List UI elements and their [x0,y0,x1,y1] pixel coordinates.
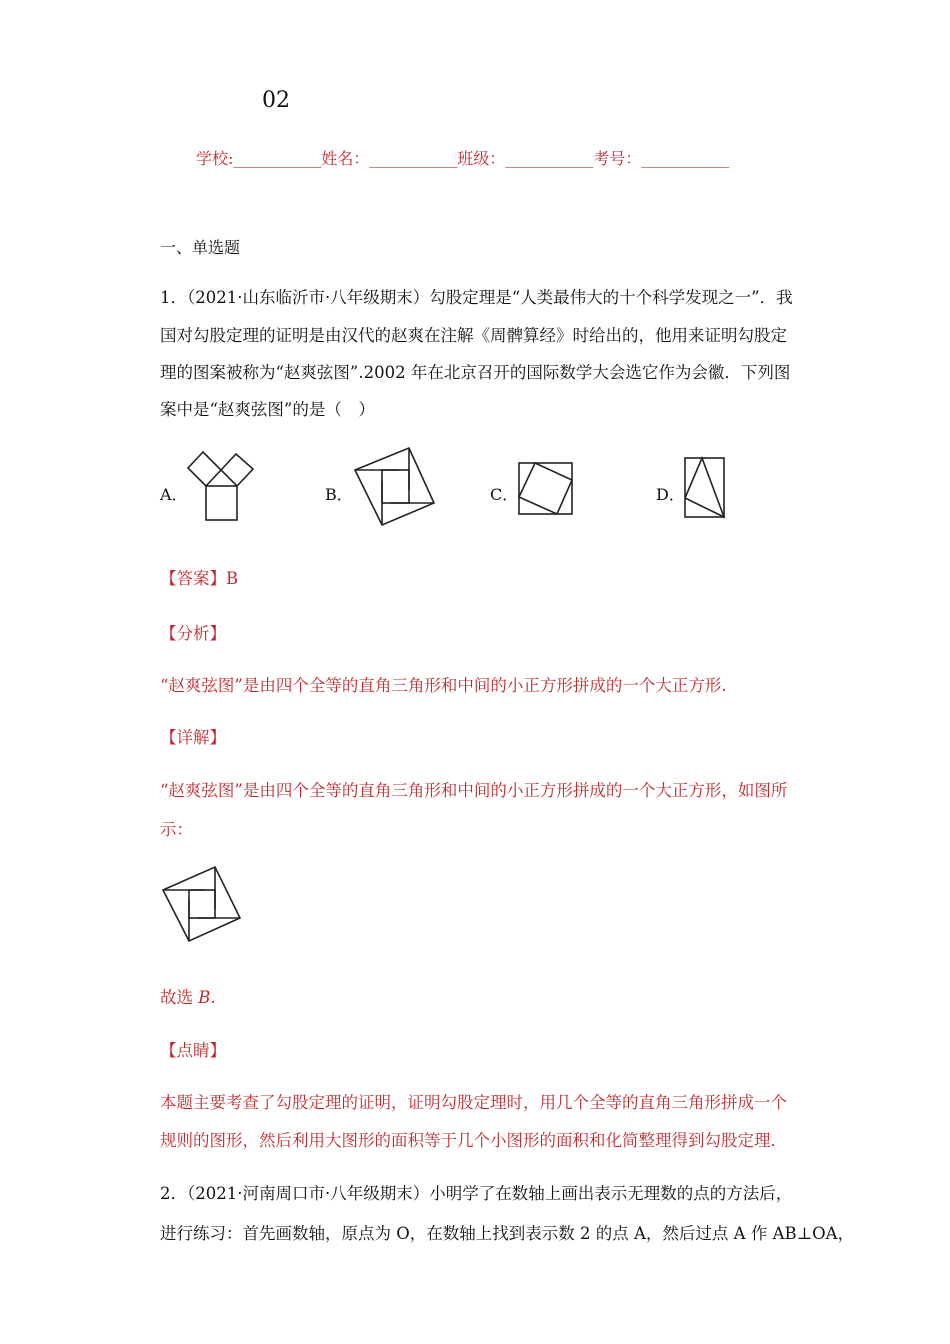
analysis-text: “赵爽弦图”是由四个全等的直角三角形和中间的小正方形拼成的一个大正方形. [160,676,727,695]
q2-line-1: 2．（2021·河南周口市·八年级期末）小明学了在数轴上画出表示无理数的点的方法后， [160,1184,793,1203]
q2-line-2: 进行练习：首先画数轴，原点为 O，在数轴上找到表示数 2 的点 A，然后过点 A 作 AB⊥OA， [160,1224,855,1243]
detail-line-2: 示： [160,820,193,839]
choice-letter: B. [198,988,216,1007]
triangle-in-rectangle-figure [684,457,726,519]
option-a-label[interactable]: A． [160,485,188,504]
option-b-label[interactable]: B． [325,485,353,504]
answer-label: 【答案】B [160,569,239,588]
comment-title: 【点睛】 [160,1041,226,1060]
option-c-label[interactable]: C． [490,485,519,504]
comment-line-1: 本题主要考查了勾股定理的证明，证明勾股定理时，用几个全等的直角三角形拼成一个 [160,1093,787,1112]
student-info-line: 学校:___________姓名：___________班级：___________考号：___________ [196,149,730,168]
zhao-shuang-diagram [353,446,437,528]
section-title: 一、单选题 [160,238,241,257]
inscribed-square-figure [518,462,574,516]
comment-line-2: 规则的图形，然后利用大图形的面积等于几个小图形的面积和化简整理得到勾股定理． [160,1131,787,1150]
choice-line [160,984,216,1008]
q1-line-3: 理的图案被称为“赵爽弦图”.2002 年在北京召开的国际数学大会选它作为会徽．下列图 [160,363,791,382]
detail-line-1: “赵爽弦图”是由四个全等的直角三角形和中间的小正方形拼成的一个大正方形，如图所 [160,781,788,800]
q1-line-4: 案中是“赵爽弦图”的是（ ） [160,400,375,419]
pythagoras-squares-figure [186,452,256,524]
analysis-title: 【分析】 [160,624,226,643]
detail-title: 【详解】 [160,728,226,747]
option-d-label[interactable]: D． [656,485,685,504]
q1-line-1: 1．（2021·山东临沂市·八年级期末）勾股定理是“人类最伟大的十个科学发现之一”．我 [160,288,793,307]
q1-line-2: 国对勾股定理的证明是由汉代的赵爽在注解《周髀算经》时给出的，他用来证明勾股定 [160,326,787,345]
choice-prefix: 故选 [160,988,199,1007]
document-title-number: 02 [262,88,290,113]
zhao-shuang-diagram-solution [162,866,244,946]
